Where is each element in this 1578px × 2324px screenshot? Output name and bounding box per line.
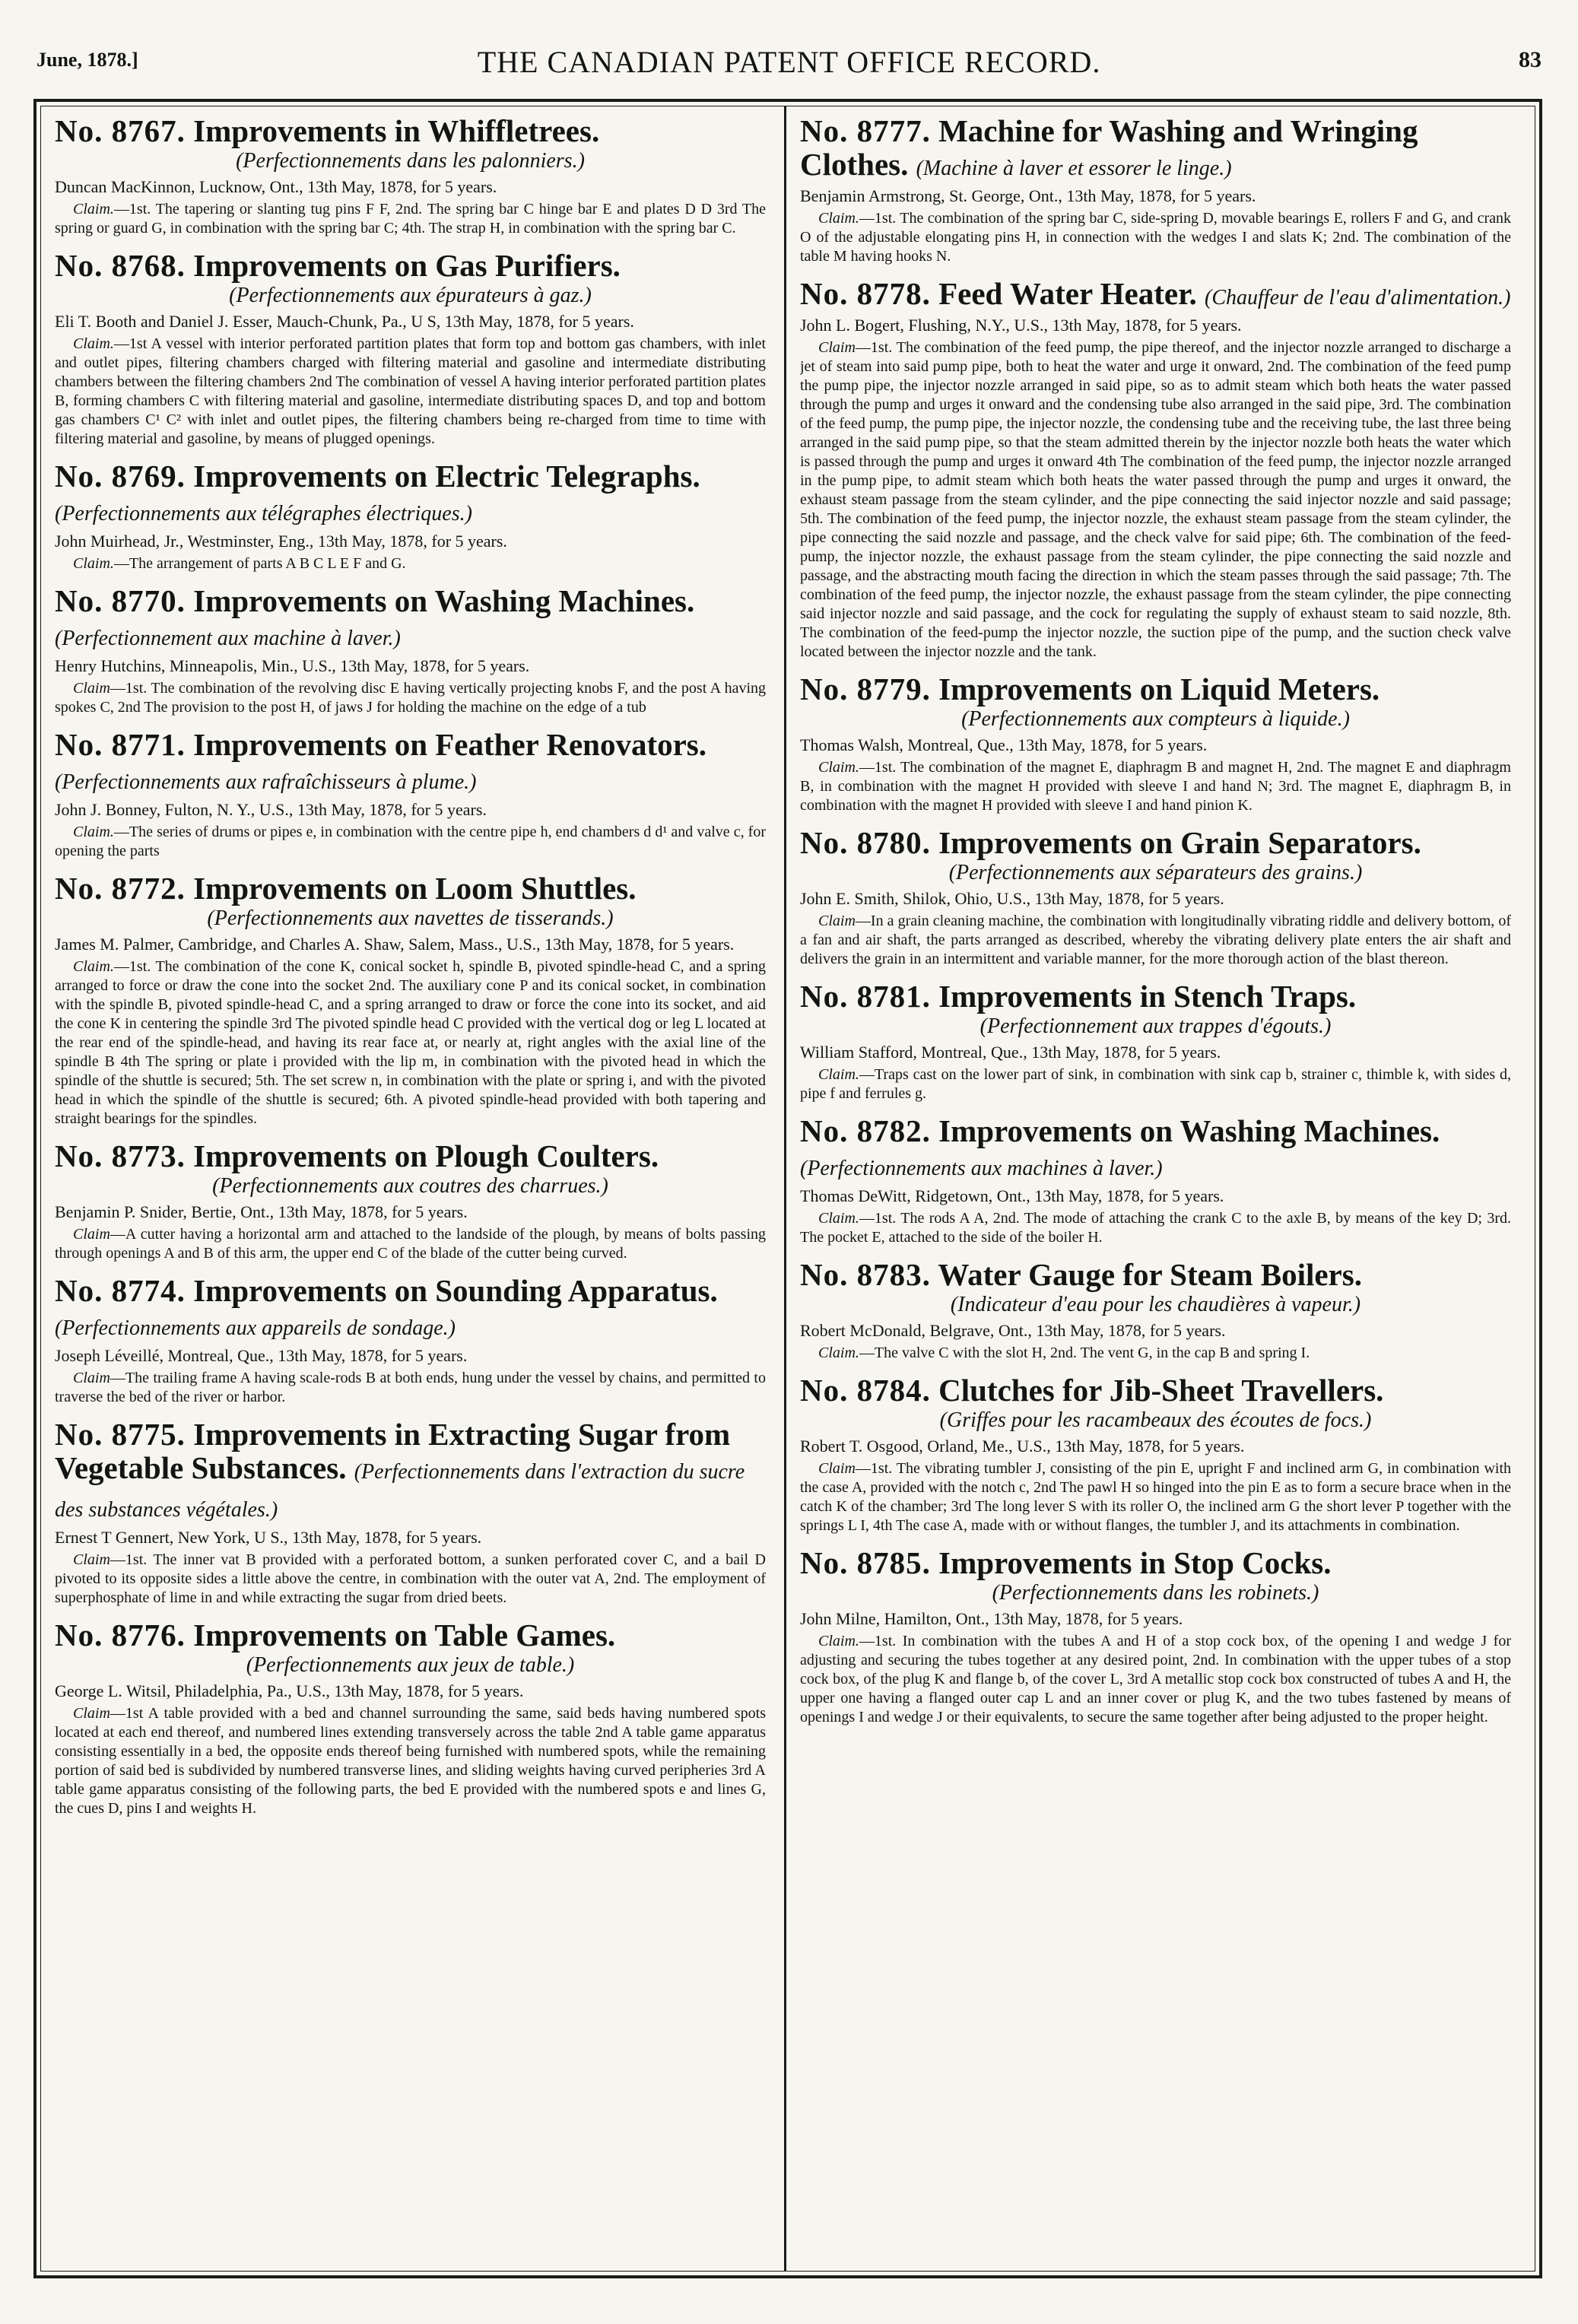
patent-title — [55, 728, 766, 799]
inventor-line: John Milne, Hamilton, Ont., 13th May, 1878, for 5 years. — [800, 1609, 1183, 1628]
patent-title — [55, 872, 766, 905]
french-title: (Perfectionnements aux navettes de tisserands.) — [207, 906, 614, 930]
patent-entry — [55, 249, 766, 449]
claim-label: Claim. — [818, 1345, 859, 1361]
patent-title — [800, 826, 1511, 859]
claim-text — [55, 1704, 766, 1818]
patent-title-text: Water Gauge for Steam Boilers. — [938, 1257, 1362, 1292]
french-title: (Indicateur d'eau pour les chaudières à vapeur.) — [950, 1293, 1361, 1316]
claim-label: Claim. — [818, 1210, 859, 1227]
french-title: (Machine à laver et essorer le linge.) — [916, 157, 1232, 180]
claim-body: —1st A table provided with a bed and channel surrounding the same, said beds having numbered spots located at each end thereof, and numbered lines extending transversely across the table 2nd A table game apparatus consisting essentially in a bed, the opposite ends thereof being furnished with numbered spots, while the remaining portion of said bed is subdivided by numbered transverse lines, and sliding weights having curved peripheries 3rd A table game apparatus consisting of the following parts, the bed E provided with the numbered spots e and lines G, the cues D, pins I and weights H. — [55, 1705, 766, 1817]
french-title: (Perfectionnement aux trappes d'égouts.) — [980, 1014, 1332, 1038]
patent-entry — [55, 1418, 766, 1608]
patent-entry — [800, 979, 1511, 1103]
claim-text — [800, 1065, 1511, 1103]
patent-title — [800, 114, 1511, 186]
claim-text — [55, 823, 766, 861]
patent-number: No. 8783. — [800, 1257, 931, 1292]
patent-title-text: Improvements in Whiffletrees. — [193, 114, 600, 148]
patent-entry — [800, 1114, 1511, 1247]
inventor-line: Benjamin Armstrong, St. George, Ont., 13th May, 1878, for 5 years. — [800, 186, 1256, 205]
patent-entry — [800, 277, 1511, 662]
patent-entry — [55, 728, 766, 861]
claim-body: —The valve C with the slot H, 2nd. The vent G, in the cap B and spring I. — [859, 1345, 1310, 1361]
claim-body: —The arrangement of parts A B C L E F and G. — [113, 555, 406, 572]
column-divider — [784, 106, 786, 2271]
patent-title-text: Improvements on Liquid Meters. — [938, 671, 1380, 706]
claim-body: —1st. The rods A A, 2nd. The mode of attaching the crank C to the axle B, by means of the key D; 3rd. The pocket E, attached to the side of the boiler H. — [800, 1210, 1511, 1246]
inventor-line: Benjamin P. Snider, Bertie, Ont., 13th May, 1878, for 5 years. — [55, 1202, 468, 1221]
claim-body: —The trailing frame A having scale-rods B at both ends, hung under the vessel by chains, and permitted to traverse the bed of the river or harbor. — [55, 1370, 766, 1405]
inventor-line: Henry Hutchins, Minneapolis, Min., U.S., 13th May, 1878, for 5 years. — [55, 656, 530, 675]
claim-text — [800, 912, 1511, 969]
patent-number: No. 8771. — [55, 727, 186, 762]
patent-number: No. 8767. — [55, 114, 186, 148]
french-title: (Perfectionnements aux compteurs à liquide.) — [961, 707, 1350, 731]
claim-body: —1st A vessel with interior perforated partition plates that form top and bottom gas chambers, with inlet and outlet pipes, filtering chambers charged with filtering material and gasoline and intermediate distributing chambers between the filtering chambers 2nd The combination of vessel A having interior perforated partition plates B, forming chambers C with filtering material and gasoline, intermediate distributing spaces D, and top and bottom gas chambers C¹ C² with inlet and outlet pipes, the filtering chambers being re-charged from time to time with filtering material and gasoline, by means of plugged openings. — [55, 335, 766, 447]
patent-title — [800, 1546, 1511, 1579]
inventor-line: Joseph Léveillé, Montreal, Que., 13th May, 1878, for 5 years. — [55, 1346, 468, 1365]
patent-title — [55, 249, 766, 282]
patent-title-text: Improvements on Electric Telegraphs. — [193, 459, 700, 494]
patent-number: No. 8780. — [800, 825, 931, 860]
patent-title — [55, 1139, 766, 1173]
inventor-line: George L. Witsil, Philadelphia, Pa., U.S., 13th May, 1878, for 5 years. — [55, 1681, 524, 1700]
right-column — [800, 114, 1511, 2266]
patent-title — [55, 1274, 766, 1345]
claim-label: Claim. — [818, 210, 859, 227]
patent-number: No. 8772. — [55, 871, 186, 906]
patent-number: No. 8769. — [55, 459, 186, 494]
patent-title-text: Improvements on Table Games. — [193, 1618, 616, 1653]
patent-entry — [800, 672, 1511, 815]
left-column — [55, 114, 766, 2266]
inventor-line: John E. Smith, Shilok, Ohio, U.S., 13th May, 1878, for 5 years. — [800, 889, 1224, 908]
claim-label: Claim — [73, 1551, 110, 1568]
patent-title-text: Improvements on Sounding Apparatus. — [193, 1273, 718, 1308]
patent-entry — [55, 1139, 766, 1263]
patent-number: No. 8778. — [800, 276, 931, 311]
page-header — [37, 44, 1541, 82]
french-title: (Perfectionnements aux coutres des charrues.) — [212, 1174, 608, 1198]
patent-entry — [800, 1258, 1511, 1363]
claim-text — [55, 200, 766, 238]
claim-label: Claim — [818, 1460, 856, 1477]
claim-body: —1st. In combination with the tubes A and H of a stop cock box, of the opening I and wedge J for adjusting and securing the tubes together at any desired point, 2nd. In combination with the upper tubes of a stop cock box, of the plug K and flange b, of the cover L, 3rd A metallic stop cock box constructed of tubes A and H, the upper one having a flanged outer cap L and an inner cover or plug K, and the two tubes fastened by means of openings I and wedge J or their equivalents, to secure the same together after being adjusted to the proper height. — [800, 1633, 1511, 1726]
inventor-line: John L. Bogert, Flushing, N.Y., U.S., 13th May, 1878, for 5 years. — [800, 316, 1242, 335]
inventor-line: Thomas Walsh, Montreal, Que., 13th May, 1878, for 5 years. — [800, 735, 1208, 754]
patent-title-text: Improvements on Washing Machines. — [193, 583, 695, 618]
patent-entry — [800, 1546, 1511, 1727]
french-title: (Perfectionnements aux jeux de table.) — [246, 1653, 575, 1677]
claim-label: Claim — [73, 1705, 110, 1722]
claim-text — [55, 679, 766, 717]
claim-label: Claim. — [73, 958, 114, 975]
patent-title-text: Improvements on Washing Machines. — [938, 1113, 1440, 1148]
patent-entry — [55, 872, 766, 1129]
french-title: (Perfectionnements dans l'extraction du sucre des substances végétales.) — [55, 1460, 745, 1522]
french-title: (Chauffeur de l'eau d'alimentation.) — [1205, 286, 1511, 310]
patent-entry — [55, 1274, 766, 1407]
patent-number: No. 8775. — [55, 1417, 186, 1452]
patent-entry — [55, 1618, 766, 1818]
patent-number: No. 8781. — [800, 979, 931, 1014]
claim-body: —1st. The combination of the spring bar C, side-spring D, movable bearings E, rollers F and G, and crank O of the adjustable elongating pins H, in connection with the wedges I and slats K; 2nd. The combination of the table M having hooks N. — [800, 210, 1511, 265]
claim-text — [800, 1344, 1511, 1363]
french-title: (Griffes pour les racambeaux des écoutes de focs.) — [939, 1408, 1372, 1432]
french-title: (Perfectionnements aux séparateurs des grains.) — [948, 861, 1363, 884]
claim-label: Claim. — [73, 555, 114, 572]
patent-title — [55, 1618, 766, 1652]
patent-title — [800, 277, 1511, 315]
patent-number: No. 8777. — [800, 114, 931, 148]
claim-text — [55, 554, 766, 573]
claim-body: —1st. The combination of the magnet E, diaphragm B and magnet H, 2nd. The magnet E and diaphragm B, in combination with the magnet H provided with sleeve I and hand N; 3rd. The magnet E, diaphragm B, in combination with the magnet H provided with sleeve I and hand pinion K. — [800, 759, 1511, 814]
patent-title-text: Improvements in Stop Cocks. — [938, 1545, 1332, 1580]
inventor-line: James M. Palmer, Cambridge, and Charles A. Shaw, Salem, Mass., U.S., 13th May, 1878, for 5 years. — [55, 935, 735, 954]
claim-label: Claim. — [818, 1066, 859, 1083]
claim-text — [55, 1225, 766, 1263]
patent-title-text: Improvements on Loom Shuttles. — [193, 871, 637, 906]
french-title: (Perfectionnements aux épurateurs à gaz.) — [229, 284, 592, 307]
patent-title — [800, 1373, 1511, 1407]
inventor-line: John J. Bonney, Fulton, N. Y., U.S., 13th May, 1878, for 5 years. — [55, 800, 487, 819]
patent-entry — [55, 459, 766, 573]
claim-label: Claim — [818, 913, 856, 929]
inventor-line: Thomas DeWitt, Ridgetown, Ont., 13th May, 1878, for 5 years. — [800, 1186, 1224, 1205]
french-title: (Perfectionnements aux appareils de sondage.) — [55, 1316, 456, 1340]
french-title: (Perfectionnements dans les palonniers.) — [236, 149, 585, 173]
patent-title — [55, 459, 766, 531]
claim-label: Claim — [818, 339, 856, 356]
inventor-line: William Stafford, Montreal, Que., 13th May, 1878, for 5 years. — [800, 1043, 1221, 1062]
patent-title — [55, 1418, 766, 1527]
french-title: (Perfectionnements aux télégraphes électriques.) — [55, 502, 472, 525]
claim-label: Claim. — [73, 201, 114, 217]
claim-body: —1st. The inner vat B provided with a perforated bottom, a sunken perforated cover C, and a bail D pivoted to its opposite sides a little above the centre, in combination with the outer vat A, 2nd. The employment of superphosphate of lime in and while extracting the sugar from dried beets. — [55, 1551, 766, 1606]
claim-body: —1st. The combination of the revolving disc E having vertically projecting knobs F, and the post A having spokes C, 2nd The provision to the post H, of jaws J for holding the machine on the edge of a tub — [55, 680, 766, 716]
patent-title — [55, 114, 766, 148]
claim-body: —1st. The vibrating tumbler J, consisting of the pin E, upright F and inclined arm G, in combination with the case A, provided with the notch c, 2nd The pawl H so hinged into the pin E as to form a secure brace when in the catch K of the chamber; 3rd The long lever S with its roller O, the inclined arm G the short lever P together with the springs L I, 4th The case A, made with or without flanges, the tumbler J, and its attachments in combination. — [800, 1460, 1511, 1534]
patent-number: No. 8768. — [55, 248, 186, 283]
patent-title-text: Feed Water Heater. — [938, 276, 1197, 311]
claim-label: Claim — [73, 1370, 110, 1386]
claim-text — [800, 758, 1511, 815]
patent-title-text: Improvements on Feather Renovators. — [193, 727, 707, 762]
patent-entry — [55, 584, 766, 717]
patent-number: No. 8785. — [800, 1545, 931, 1580]
patent-entry — [800, 1373, 1511, 1535]
patent-number: No. 8773. — [55, 1138, 186, 1173]
patent-title — [800, 979, 1511, 1013]
claim-text — [800, 209, 1511, 266]
patent-entry — [55, 114, 766, 238]
patent-title — [800, 1258, 1511, 1291]
claim-text — [55, 957, 766, 1129]
patent-entry — [800, 114, 1511, 266]
patent-number: No. 8770. — [55, 583, 186, 618]
french-title: (Perfectionnement aux machine à laver.) — [55, 627, 401, 650]
claim-text — [55, 1369, 766, 1407]
page-number: 83 — [1519, 47, 1541, 72]
patent-entry — [800, 826, 1511, 969]
patent-number: No. 8784. — [800, 1373, 931, 1408]
patent-number: No. 8774. — [55, 1273, 186, 1308]
patent-number: No. 8782. — [800, 1113, 931, 1148]
inventor-line: Robert McDonald, Belgrave, Ont., 13th May, 1878, for 5 years. — [800, 1321, 1226, 1340]
patent-title-text: Clutches for Jib-Sheet Travellers. — [938, 1373, 1384, 1408]
inventor-line: Duncan MacKinnon, Lucknow, Ont., 13th May, 1878, for 5 years. — [55, 177, 497, 196]
publication-title: THE CANADIAN PATENT OFFICE RECORD. — [477, 45, 1101, 79]
patent-number: No. 8779. — [800, 671, 931, 706]
french-title: (Perfectionnements aux machines à laver.) — [800, 1157, 1163, 1180]
claim-label: Claim. — [73, 824, 114, 840]
patent-title-text: Machine for Washing and Wringing Clothes. — [800, 114, 1418, 182]
inventor-line: Eli T. Booth and Daniel J. Esser, Mauch-Chunk, Pa., U S, 13th May, 1878, for 5 years. — [55, 312, 634, 331]
claim-label: Claim. — [73, 335, 114, 352]
patent-title — [800, 672, 1511, 706]
patent-title-text: Improvements on Plough Coulters. — [193, 1138, 659, 1173]
claim-text — [800, 1632, 1511, 1727]
claim-text — [800, 338, 1511, 662]
claim-label: Claim. — [818, 1633, 859, 1649]
claim-body: —1st. The combination of the feed pump, the pipe thereof, and the injector nozzle arranged to discharge a jet of steam into said pump pipe, both to heat the water and urge it onward, 2nd. The combination of the feed pump the pump pipe, the injector nozzle arranged in said pipe, so as to admit steam which both heats the water passed through the pump and urges it onward and the condensing tube also arranged in the said pipe, 3rd. The combination of the feed pump, the pump pipe, the injector nozzle, the condensing tube and the receiving tube, the last three being arranged in the said pump pipe, so that the steam admitted therein by the injector nozzle both heats the water which is passed through the pump and urges it onward 4th The combination of the feed pump, the injector nozzle arranged in the pump pipe, to admit steam which both heats the water passed through the pump and urges it onward, the exhaust steam passage from the steam cylinder, and the pipe connecting the said injector nozzle and said passage; 5th. The combination of the feed pump, the injector nozzle, the exhaust steam passage from the steam cylinder, the pipe connecting the said nozzle and passage, and the check valve for said pipe; 6th. The combination of the feed-pump, the injector nozzle, the exhaust passage from the steam cylinder, the pipe connecting the said nozzle and passage, and the abstracting mouth facing the direction in which the steam passes through the said passage; 7th. The combination of the feed pump, the injector nozzle, the exhaust passage from the steam cylinder, the pipe connecting said injector nozzle and said passage, and the cock for regulating the supply of exhaust steam to said nozzle, 8th. The combination of the feed-pump the injector nozzle, the suction pipe of the pump, and the suction check valve located between the injector nozzle and the tank. — [800, 339, 1511, 660]
patent-title-text: Improvements in Stench Traps. — [938, 979, 1357, 1014]
patent-title — [55, 584, 766, 656]
claim-body: —1st. The tapering or slanting tug pins F F, 2nd. The spring bar C hinge bar E and plates D D 3rd The spring or guard G, in combination with the spring bar C; 4th. The strap H, in combination with the spring bar C. — [55, 201, 766, 237]
claim-label: Claim — [73, 680, 110, 697]
claim-body: —Traps cast on the lower part of sink, in combination with sink cap b, strainer c, thimble k, with sides d, pipe f and ferrules g. — [800, 1066, 1511, 1102]
french-title: (Perfectionnements dans les robinets.) — [992, 1581, 1319, 1605]
claim-text — [800, 1459, 1511, 1535]
claim-body: —The series of drums or pipes e, in combination with the centre pipe h, end chambers d d¹ and valve c, for opening the parts — [55, 824, 766, 859]
french-title: (Perfectionnements aux rafraîchisseurs à plume.) — [55, 770, 477, 794]
inventor-line: Ernest T Gennert, New York, U S., 13th May, 1878, for 5 years. — [55, 1528, 482, 1547]
patent-title — [800, 1114, 1511, 1186]
inventor-line: Robert T. Osgood, Orland, Me., U.S., 13th May, 1878, for 5 years. — [800, 1437, 1245, 1456]
claim-body: —1st. The combination of the cone K, conical socket h, spindle B, pivoted spindle-head C, and a spring arranged to force or draw the cone into the socket 2nd. The auxiliary cone P and its conical socket, in combination with the spindle B, pivoted spindle-head C, and a spring arranged to draw or force the cone into its socket, and aid the cone K in centering the spindle 3rd The pivoted spindle head C provided with the vertical dog or leg L located at the rear end of the spindle-head, and having its rear face at, or nearly at, right angles with the axial line of the spindle B 4th The spring or plate i provided with the lip m, in combination with the pivoted head in which the spindle of the shuttle is secured; 5th. The set screw n, in combination with the plate or spring i, and with the pivoted head in which the spindle of the shuttle is secured; 6th. A pivoted spindle-head provided with both tapering and straight bearings for the spindles. — [55, 958, 766, 1127]
patent-title-text: Improvements on Gas Purifiers. — [193, 248, 621, 283]
patent-title-text: Improvements on Grain Separators. — [938, 825, 1421, 860]
claim-text — [55, 1551, 766, 1608]
claim-label: Claim — [73, 1226, 110, 1243]
claim-body: —A cutter having a horizontal arm and attached to the landside of the plough, by means of bolts passing through openings A and B of this arm, the upper end C of the blade of the cutter being curved. — [55, 1226, 766, 1262]
issue-date: June, 1878.] — [37, 49, 138, 71]
inventor-line: John Muirhead, Jr., Westminster, Eng., 13th May, 1878, for 5 years. — [55, 532, 507, 551]
claim-label: Claim. — [818, 759, 859, 776]
claim-body: —In a grain cleaning machine, the combination with longitudinally vibrating riddle and delivery bottom, of a fan and air shaft, the parts arranged as described, whereby the vibrating delivery plate enters the air shaft and delivers the grain in an intermittent and variable manner, for the more thorough action of the blast thereon. — [800, 913, 1511, 967]
claim-text — [55, 335, 766, 449]
patent-number: No. 8776. — [55, 1618, 186, 1653]
claim-text — [800, 1209, 1511, 1247]
patent-title-text: Improvements in Extracting Sugar from Vegetable Substances. — [55, 1417, 731, 1485]
